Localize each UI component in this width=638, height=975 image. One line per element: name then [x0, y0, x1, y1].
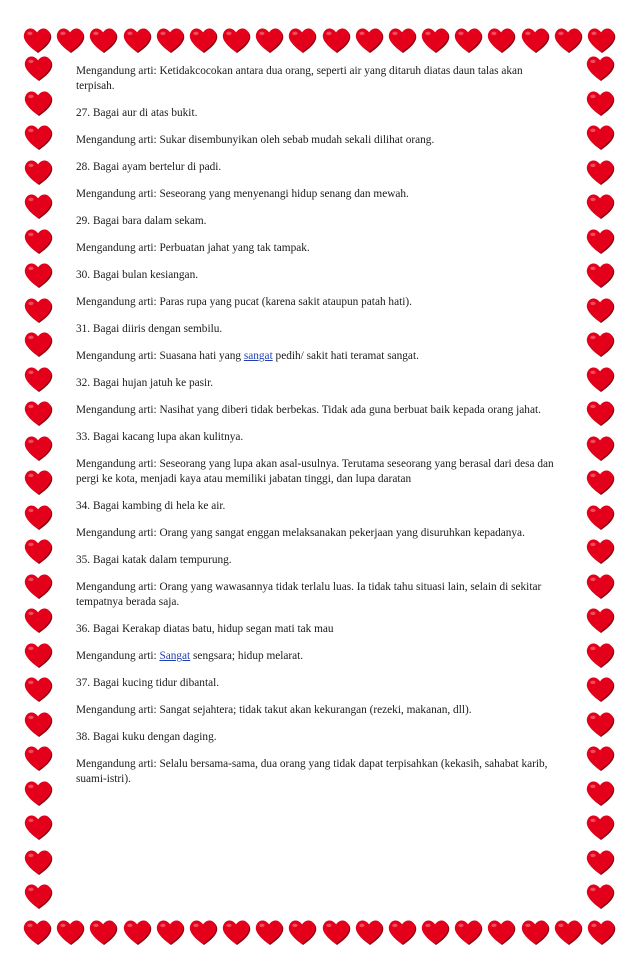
heart-icon — [155, 26, 185, 54]
sangat-link[interactable]: sangat — [243, 350, 273, 362]
text-span: Mengandung arti: Suasana hati yang — [76, 350, 244, 362]
proverb-heading: 33. Bagai kacang lupa akan kulitnya. — [76, 431, 244, 443]
heart-icon — [486, 918, 516, 946]
heart-icon — [23, 710, 53, 738]
proverb-heading: 27. Bagai aur di atas bukit. — [76, 107, 198, 119]
heart-icon — [553, 918, 583, 946]
paragraph: Mengandung arti: Sukar disembunyikan oleh sebab mudah sekali dilihat orang. — [76, 134, 435, 146]
proverb-heading: 36. Bagai Kerakap diatas batu, hidup segan mati tak mau — [76, 623, 334, 635]
heart-icon — [585, 123, 615, 151]
heart-icon — [23, 365, 53, 393]
heart-icon — [88, 918, 118, 946]
paragraph: Mengandung arti: Selalu bersama-sama, dua orang yang tidak dapat terpisahkan (kekasih, sahabat karib, suami-istri). — [76, 758, 548, 785]
heart-icon — [553, 26, 583, 54]
proverb-heading: 37. Bagai kucing tidur dibantal. — [76, 677, 220, 689]
paragraph: Mengandung arti: Sangat sejahtera; tidak takut akan kekurangan (rezeki, makanan, dll). — [76, 704, 472, 716]
heart-icon — [585, 744, 615, 772]
paragraph: Mengandung arti: Ketidakcocokan antara dua orang, seperti air yang ditaruh diatas daun talas akan terpisah. — [76, 65, 523, 92]
heart-icon — [585, 572, 615, 600]
proverb-heading: 28. Bagai ayam bertelur di padi. — [76, 161, 222, 173]
paragraph: Mengandung arti: Orang yang sangat enggan melaksanakan pekerjaan yang disuruhkan kepadanya. — [76, 527, 525, 539]
heart-icon — [254, 918, 284, 946]
heart-icon — [387, 26, 417, 54]
heart-icon — [23, 434, 53, 462]
heart-icon — [321, 26, 351, 54]
heart-icon — [23, 572, 53, 600]
proverb-heading: 35. Bagai katak dalam tempurung. — [76, 554, 232, 566]
heart-icon — [387, 918, 417, 946]
heart-icon — [23, 330, 53, 358]
heart-icon — [585, 882, 615, 910]
document-body — [76, 64, 564, 799]
heart-icon — [23, 606, 53, 634]
heart-icon — [420, 26, 450, 54]
proverb-heading: 38. Bagai kuku dengan daging. — [76, 731, 217, 743]
heart-icon — [23, 779, 53, 807]
heart-icon — [585, 365, 615, 393]
heart-icon — [585, 779, 615, 807]
paragraph: Mengandung arti: Orang yang wawasannya tidak terlalu luas. Ia tidak tahu situasi lain, selain di sekitar tempatnya berada saja. — [76, 581, 542, 608]
sangat-link[interactable]: Sangat — [159, 650, 191, 662]
heart-icon — [23, 261, 53, 289]
border-left — [22, 54, 54, 910]
heart-icon — [221, 918, 251, 946]
proverb-heading: 34. Bagai kambing di hela ke air. — [76, 500, 226, 512]
heart-icon — [585, 330, 615, 358]
heart-icon — [585, 89, 615, 117]
heart-icon — [586, 26, 616, 54]
heart-icon — [585, 675, 615, 703]
heart-icon — [585, 399, 615, 427]
heart-icon — [23, 296, 53, 324]
text-span: sengsara; hidup melarat. — [190, 650, 304, 662]
heart-icon — [23, 227, 53, 255]
paragraph: Mengandung arti: Paras rupa yang pucat (karena sakit ataupun patah hati). — [76, 296, 412, 308]
heart-icon — [55, 918, 85, 946]
heart-icon — [23, 54, 53, 82]
proverb-heading: 31. Bagai diiris dengan sembilu. — [76, 323, 223, 335]
heart-icon — [520, 918, 550, 946]
heart-icon — [453, 26, 483, 54]
paragraph: Mengandung arti: Seseorang yang lupa akan asal-usulnya. Terutama seseorang yang berasal dari desa dan pergi ke kota, menjadi kaya atau memiliki jabatan tinggi, dan lupa daratan — [76, 458, 554, 485]
border-right — [584, 54, 616, 910]
paragraph: Mengandung arti: Seseorang yang menyenangi hidup senang dan mewah. — [76, 188, 409, 200]
heart-icon — [585, 158, 615, 186]
heart-icon — [287, 26, 317, 54]
heart-icon — [23, 744, 53, 772]
heart-icon — [585, 813, 615, 841]
heart-icon — [22, 918, 52, 946]
heart-icon — [23, 813, 53, 841]
border-top — [22, 24, 616, 56]
heart-icon — [585, 468, 615, 496]
heart-icon — [23, 158, 53, 186]
heart-icon — [585, 848, 615, 876]
heart-icon — [23, 675, 53, 703]
heart-icon — [585, 503, 615, 531]
paragraph: Mengandung arti: Nasihat yang diberi tidak berbekas. Tidak ada guna berbuat baik kepada orang jahat. — [76, 404, 541, 416]
heart-icon — [585, 606, 615, 634]
heart-icon — [585, 434, 615, 462]
heart-icon — [585, 641, 615, 669]
heart-icon — [88, 26, 118, 54]
heart-icon — [585, 227, 615, 255]
heart-icon — [585, 710, 615, 738]
proverb-heading: 29. Bagai bara dalam sekam. — [76, 215, 207, 227]
heart-icon — [22, 26, 52, 54]
heart-icon — [23, 537, 53, 565]
heart-icon — [321, 918, 351, 946]
heart-icon — [254, 26, 284, 54]
heart-icon — [354, 918, 384, 946]
heart-icon — [188, 26, 218, 54]
heart-icon — [155, 918, 185, 946]
heart-icon — [23, 89, 53, 117]
heart-icon — [585, 192, 615, 220]
heart-icon — [585, 296, 615, 324]
heart-icon — [585, 54, 615, 82]
heart-icon — [23, 848, 53, 876]
proverb-heading: 30. Bagai bulan kesiangan. — [76, 269, 199, 281]
paragraph: Mengandung arti: Perbuatan jahat yang tak tampak. — [76, 242, 310, 254]
heart-icon — [585, 261, 615, 289]
heart-icon — [520, 26, 550, 54]
heart-icon — [453, 918, 483, 946]
heart-icon — [122, 918, 152, 946]
proverb-heading: 32. Bagai hujan jatuh ke pasir. — [76, 377, 214, 389]
heart-icon — [188, 918, 218, 946]
heart-icon — [586, 918, 616, 946]
heart-icon — [354, 26, 384, 54]
text-span: Mengandung arti: — [76, 650, 160, 662]
heart-icon — [287, 918, 317, 946]
heart-icon — [122, 26, 152, 54]
text-span: pedih/ sakit hati teramat sangat. — [272, 350, 419, 362]
heart-icon — [55, 26, 85, 54]
heart-icon — [23, 468, 53, 496]
heart-icon — [23, 399, 53, 427]
heart-icon — [23, 882, 53, 910]
heart-icon — [221, 26, 251, 54]
border-bottom — [22, 916, 616, 948]
heart-icon — [23, 641, 53, 669]
heart-icon — [486, 26, 516, 54]
heart-icon — [23, 192, 53, 220]
paragraph — [76, 649, 564, 664]
heart-icon — [23, 123, 53, 151]
heart-icon — [23, 503, 53, 531]
heart-icon — [585, 537, 615, 565]
paragraph — [76, 349, 564, 364]
heart-icon — [420, 918, 450, 946]
